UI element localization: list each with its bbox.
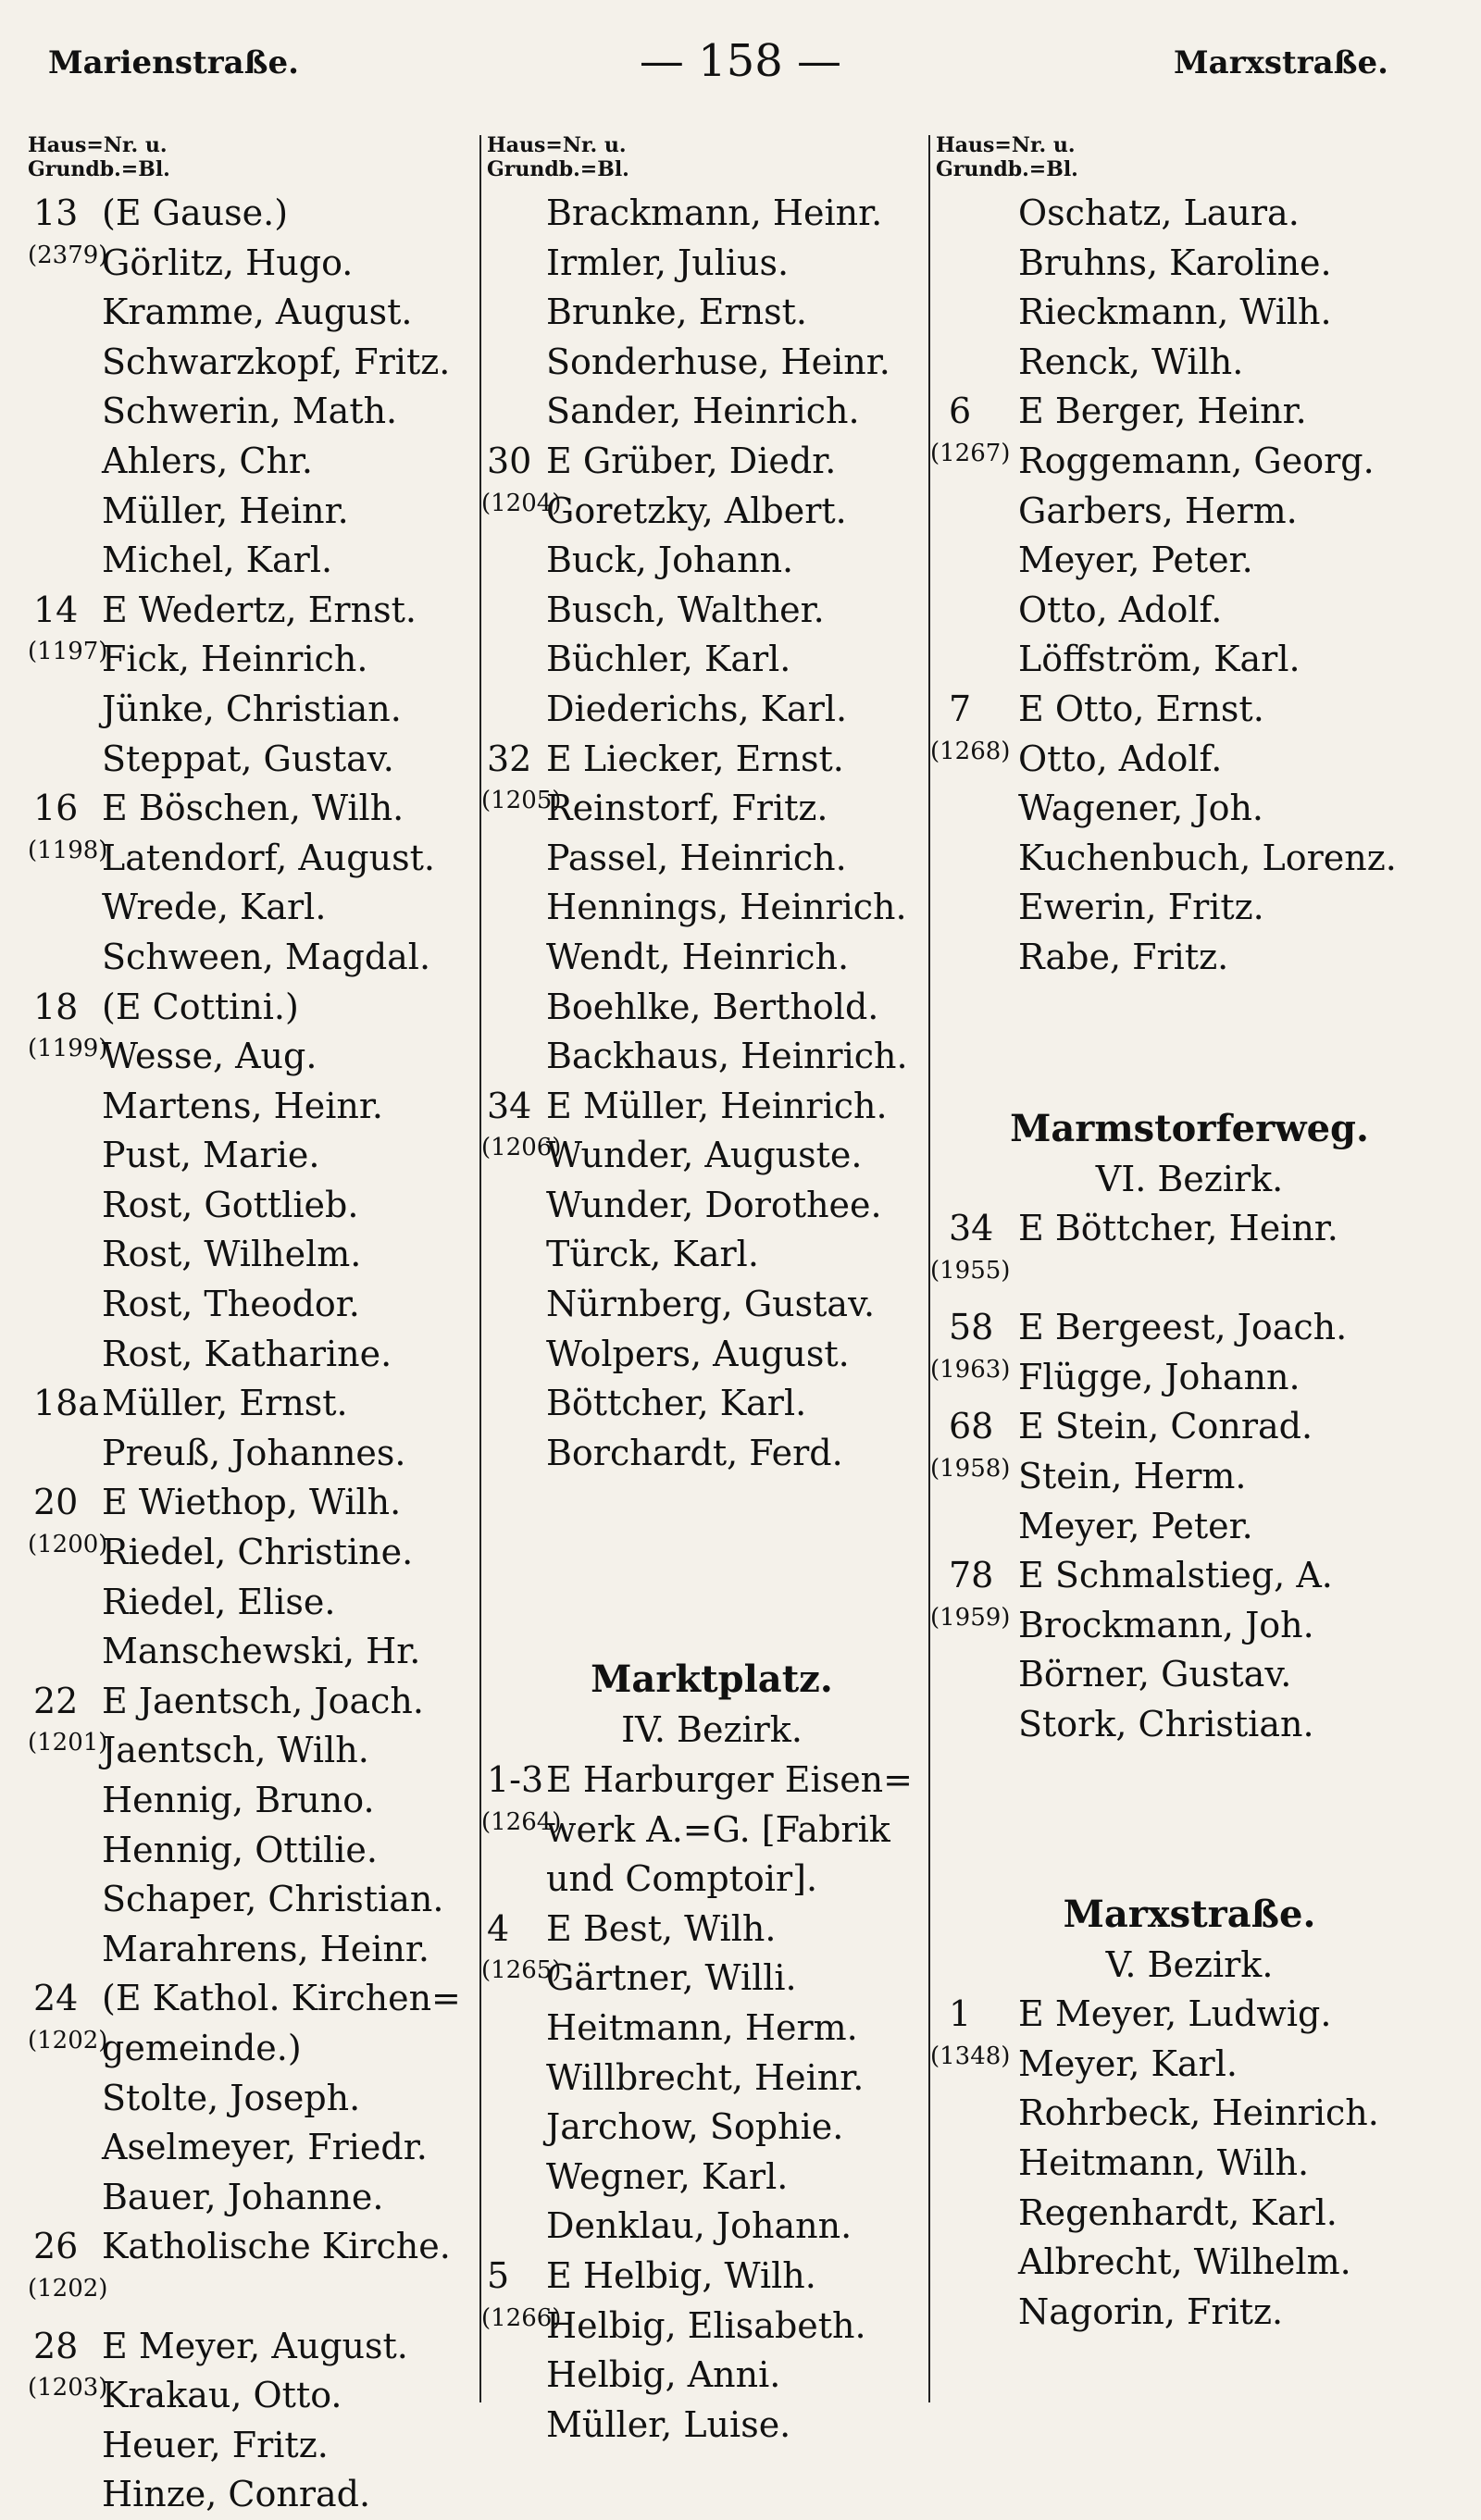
- resident-name: E Liecker, Ernst.: [546, 738, 844, 779]
- directory-entry: [28, 1032, 491, 1082]
- grundbuch-number: (1959): [930, 1603, 1011, 1632]
- resident-name: Garbers, Herm.: [1018, 490, 1298, 531]
- spacer: [481, 1478, 942, 1654]
- resident-name: Brackmann, Heinr.: [546, 192, 883, 233]
- directory-entry: [930, 883, 1449, 933]
- directory-entry: [481, 1131, 942, 1181]
- marktplatz-entries: [481, 1756, 942, 2450]
- resident-name: Albrecht, Wilhelm.: [1018, 2241, 1351, 2283]
- directory-entry: [28, 834, 491, 884]
- directory-entry: [930, 784, 1449, 834]
- resident-name: Schwarzkopf, Fritz.: [102, 341, 451, 382]
- resident-name: Wunder, Dorothee.: [546, 1184, 882, 1225]
- resident-name: Brockmann, Joh.: [1018, 1604, 1314, 1645]
- directory-entry: [28, 1726, 491, 1776]
- resident-name: Nürnberg, Gustav.: [546, 1284, 876, 1325]
- resident-name: Irmler, Julius.: [546, 242, 790, 283]
- house-number: 5: [487, 2254, 510, 2296]
- resident-name: Wolpers, August.: [546, 1333, 850, 1374]
- resident-name: E Best, Wilh.: [546, 1907, 777, 1949]
- directory-entry: [930, 338, 1449, 388]
- directory-entry: [930, 586, 1449, 636]
- directory-entry: [481, 883, 942, 933]
- resident-name: E Müller, Heinrich.: [546, 1085, 888, 1126]
- directory-entry: [481, 288, 942, 338]
- directory-entry: [481, 387, 942, 437]
- resident-name: Heuer, Fritz.: [102, 2424, 329, 2465]
- resident-name: Rost, Theodor.: [102, 1284, 360, 1325]
- house-number: 34: [949, 1208, 994, 1249]
- resident-name: Helbig, Anni.: [546, 2354, 781, 2396]
- resident-name: werk A.=G. [Fabrik: [546, 1808, 890, 1850]
- grundbuch-number: (1268): [930, 737, 1011, 765]
- resident-name: Otto, Adolf.: [1018, 738, 1223, 779]
- directory-entry: [930, 1254, 1449, 1304]
- directory-entry: [28, 288, 491, 338]
- directory-entry: [28, 1627, 491, 1677]
- district-label: IV. Bezirk.: [621, 1709, 803, 1751]
- resident-name: E Meyer, August.: [102, 2325, 408, 2366]
- spacer: [930, 983, 1449, 1103]
- directory-entry: [481, 1280, 942, 1330]
- house-number: 18a: [33, 1383, 100, 1424]
- resident-name: Katholische Kirche.: [102, 2226, 451, 2267]
- marxstrasse-entries: [930, 1990, 1449, 2337]
- resident-name: Müller, Heinr.: [102, 490, 349, 531]
- resident-name: Sander, Heinrich.: [546, 391, 860, 432]
- resident-name: Denklau, Johann.: [546, 2205, 853, 2247]
- column-2-entries: [481, 189, 942, 1478]
- resident-name: Rieckmann, Wilh.: [1018, 292, 1332, 333]
- directory-entry: [930, 735, 1449, 785]
- resident-name: Jarchow, Sophie.: [546, 2106, 844, 2148]
- column-2: [479, 133, 942, 2445]
- resident-name: Manschewski, Hr.: [102, 1631, 421, 1672]
- resident-name: Steppat, Gustav.: [102, 738, 394, 779]
- directory-entry: [28, 1379, 491, 1429]
- resident-name: Kuchenbuch, Lorenz.: [1018, 837, 1397, 878]
- grundbuch-number: (1267): [930, 439, 1011, 467]
- resident-name: Stolte, Joseph.: [102, 2077, 361, 2118]
- directory-entry: [28, 1429, 491, 1479]
- directory-entry: [930, 189, 1449, 239]
- house-number: 14: [33, 589, 79, 630]
- resident-name: Otto, Adolf.: [1018, 589, 1223, 630]
- district-label: VI. Bezirk.: [1095, 1158, 1284, 1199]
- resident-name: E Wiethop, Wilh.: [102, 1482, 402, 1523]
- house-number: 28: [33, 2325, 79, 2366]
- resident-name: Kramme, August.: [102, 292, 413, 333]
- street-title-marxstrasse: Marxstraße.: [1063, 1892, 1316, 1936]
- column-3: [928, 135, 1449, 2402]
- grundbuch-number: (2379): [28, 241, 108, 269]
- grundbuch-number: (1264): [481, 1807, 562, 1836]
- directory-entry: [930, 2089, 1449, 2139]
- house-number: 30: [487, 440, 532, 481]
- resident-name: Regenhardt, Karl.: [1018, 2191, 1338, 2233]
- directory-entry: [28, 437, 491, 487]
- spacer: [930, 1750, 1449, 1889]
- resident-name: Wrede, Karl.: [102, 887, 327, 928]
- resident-name: Bauer, Johanne.: [102, 2176, 384, 2217]
- directory-entry: [28, 1280, 491, 1330]
- resident-name: (E Kathol. Kirchen=: [102, 1978, 461, 2019]
- resident-name: Krakau, Otto.: [102, 2375, 342, 2416]
- directory-entry: [481, 685, 942, 735]
- grundbuch-number: (1955): [930, 1256, 1011, 1285]
- directory-entry: [28, 635, 491, 685]
- house-number: 22: [33, 1680, 79, 1721]
- directory-entry: [481, 536, 942, 586]
- directory-entry: [28, 933, 491, 983]
- resident-name: Görlitz, Hugo.: [102, 242, 354, 283]
- directory-entry: [481, 239, 942, 289]
- house-number: 58: [949, 1307, 994, 1348]
- directory-entry: [28, 1776, 491, 1826]
- grundbuch-number: (1963): [930, 1355, 1011, 1384]
- resident-name: E Harburger Eisen=: [546, 1759, 913, 1801]
- directory-entry: [28, 2272, 491, 2322]
- directory-entry: [481, 2153, 942, 2203]
- directory-entry: [930, 1700, 1449, 1750]
- resident-name: E Berger, Heinr.: [1018, 391, 1307, 432]
- directory-entry: [930, 536, 1449, 586]
- directory-entry: [930, 933, 1449, 983]
- grundbuch-number: (1348): [930, 2042, 1011, 2070]
- directory-entry: [28, 2123, 491, 2173]
- grundbuch-number: (1202): [28, 2026, 108, 2054]
- resident-name: Preuß, Johannes.: [102, 1432, 406, 1473]
- resident-name: Boehlke, Berthold.: [546, 986, 879, 1027]
- directory-entry: [28, 2371, 491, 2421]
- column-header-house-no: Haus=Nr. u.: [487, 133, 627, 157]
- resident-name: E Stein, Conrad.: [1018, 1406, 1313, 1447]
- resident-name: Goretzky, Albert.: [546, 490, 847, 531]
- resident-name: Rost, Wilhelm.: [102, 1234, 362, 1275]
- column-header-house-no: Haus=Nr. u.: [936, 133, 1076, 157]
- directory-entry: [481, 1429, 942, 1479]
- resident-name: Hennig, Bruno.: [102, 1780, 375, 1820]
- resident-name: Rohrbeck, Heinrich.: [1018, 2092, 1379, 2134]
- resident-name: Ewerin, Fritz.: [1018, 887, 1264, 928]
- resident-name: Renck, Wilh.: [1018, 341, 1244, 382]
- grundbuch-number: (1202): [28, 2274, 108, 2303]
- directory-entry: [930, 1353, 1449, 1403]
- directory-entry: [481, 1032, 942, 1082]
- directory-entry: [28, 1330, 491, 1380]
- grundbuch-number: (1197): [28, 638, 108, 666]
- directory-entry: [930, 288, 1449, 338]
- directory-entry: [481, 2103, 942, 2153]
- street-title-marmstorferweg: Marmstorferweg.: [1010, 1106, 1369, 1150]
- directory-entry: [28, 2173, 491, 2223]
- resident-name: Meyer, Peter.: [1018, 1505, 1253, 1546]
- resident-name: Nagorin, Fritz.: [1018, 2290, 1284, 2332]
- grundbuch-number: (1203): [28, 2374, 108, 2402]
- resident-name: E Helbig, Wilh.: [546, 2254, 816, 2296]
- resident-name: Pust, Marie.: [102, 1135, 320, 1176]
- resident-name: Martens, Heinr.: [102, 1085, 383, 1126]
- column-header-house-no: Haus=Nr. u.: [28, 133, 168, 157]
- grundbuch-number: (1266): [481, 2303, 562, 2332]
- resident-name: Rost, Gottlieb.: [102, 1184, 359, 1225]
- directory-entry: [28, 1578, 491, 1628]
- directory-entry: [481, 2401, 942, 2451]
- resident-name: Busch, Walther.: [546, 589, 825, 630]
- directory-entry: [481, 189, 942, 239]
- resident-name: Büchler, Karl.: [546, 639, 791, 680]
- grundbuch-number: (1200): [28, 1531, 108, 1559]
- resident-name: E Meyer, Ludwig.: [1018, 1993, 1332, 2035]
- resident-name: Wegner, Karl.: [546, 2155, 789, 2197]
- directory-entry: [481, 1330, 942, 1380]
- resident-name: Hennig, Ottilie.: [102, 1829, 378, 1870]
- resident-name: E Bergeest, Joach.: [1018, 1307, 1348, 1348]
- directory-entry: [481, 1230, 942, 1280]
- resident-name: Stork, Christian.: [1018, 1704, 1314, 1745]
- grundbuch-number: (1198): [28, 836, 108, 864]
- directory-entry: [481, 2004, 942, 2054]
- grundbuch-number: (1205): [481, 787, 562, 815]
- directory-entry: [28, 1230, 491, 1280]
- resident-name: Diederichs, Karl.: [546, 688, 848, 729]
- directory-entry: [930, 1452, 1449, 1502]
- resident-name: Brunke, Ernst.: [546, 292, 807, 333]
- directory-entry: [481, 2351, 942, 2401]
- resident-name: Riedel, Christine.: [102, 1532, 414, 1573]
- resident-name: Reinstorf, Fritz.: [546, 788, 828, 829]
- resident-name: Meyer, Peter.: [1018, 540, 1253, 581]
- column-header-grundbuch: Grundb.=Bl.: [28, 157, 170, 181]
- directory-entry: [930, 1650, 1449, 1700]
- grundbuch-number: (1265): [481, 1956, 562, 1985]
- directory-entry: [930, 437, 1449, 487]
- resident-name: Fick, Heinrich.: [102, 639, 368, 680]
- house-number: 18: [33, 986, 79, 1027]
- resident-name: Riedel, Elise.: [102, 1581, 336, 1622]
- column-1: [28, 133, 491, 2515]
- resident-name: und Comptoir].: [546, 1858, 818, 1900]
- directory-entry: [28, 1875, 491, 1925]
- resident-name: Michel, Karl.: [102, 540, 333, 581]
- directory-entry: [481, 635, 942, 685]
- resident-name: E Schmalstieg, A.: [1018, 1555, 1333, 1596]
- resident-name: Aselmeyer, Friedr.: [102, 2127, 428, 2168]
- resident-name: Schaper, Christian.: [102, 1879, 444, 1920]
- directory-entry: [28, 2470, 491, 2520]
- directory-entry: [930, 2139, 1449, 2189]
- resident-name: Schween, Magdal.: [102, 936, 431, 977]
- resident-name: Helbig, Elisabeth.: [546, 2304, 866, 2346]
- resident-name: Willbrecht, Heinr.: [546, 2056, 865, 2098]
- column-header-grundbuch: Grundb.=Bl.: [936, 157, 1078, 181]
- resident-name: Oschatz, Laura.: [1018, 192, 1300, 233]
- directory-entry: [28, 1082, 491, 1132]
- district-label: V. Bezirk.: [1105, 1943, 1274, 1985]
- house-number: 32: [487, 738, 532, 779]
- resident-name: Bruhns, Karoline.: [1018, 242, 1332, 283]
- directory-entry: [481, 1954, 942, 2004]
- house-number: 24: [33, 1978, 79, 2019]
- directory-entry: [481, 338, 942, 388]
- directory-entry: [481, 983, 942, 1033]
- resident-name: Gärtner, Willi.: [546, 1957, 797, 1999]
- house-number: 16: [33, 788, 79, 829]
- resident-name: Böttcher, Karl.: [546, 1383, 807, 1424]
- directory-entry: [930, 2288, 1449, 2338]
- directory-entry: [28, 1528, 491, 1578]
- resident-name: E Böttcher, Heinr.: [1018, 1208, 1338, 1249]
- grundbuch-number: (1201): [28, 1729, 108, 1757]
- house-number: 34: [487, 1085, 532, 1126]
- house-number: 13: [33, 192, 79, 233]
- house-number: 20: [33, 1482, 79, 1523]
- resident-name: E Wedertz, Ernst.: [102, 589, 417, 630]
- directory-entry: [481, 2202, 942, 2252]
- resident-name: Meyer, Karl.: [1018, 2042, 1238, 2084]
- resident-name: E Otto, Ernst.: [1018, 688, 1264, 729]
- resident-name: Börner, Gustav.: [1018, 1654, 1292, 1695]
- directory-entry: [28, 2024, 491, 2074]
- directory-entry: [481, 586, 942, 636]
- directory-entry: [481, 1379, 942, 1429]
- resident-name: Schwerin, Math.: [102, 391, 398, 432]
- directory-entry: [28, 2074, 491, 2124]
- resident-name: Wendt, Heinrich.: [546, 936, 850, 977]
- resident-name: Heitmann, Wilh.: [1018, 2142, 1310, 2183]
- directory-entry: [28, 1925, 491, 1975]
- resident-name: Ahlers, Chr.: [102, 440, 313, 481]
- directory-entry: [930, 239, 1449, 289]
- resident-name: Hennings, Heinrich.: [546, 887, 907, 928]
- street-title-marktplatz: Marktplatz.: [591, 1657, 833, 1702]
- resident-name: Stein, Herm.: [1018, 1456, 1247, 1497]
- resident-name: Roggemann, Georg.: [1018, 440, 1375, 481]
- resident-name: Wagener, Joh.: [1018, 788, 1263, 829]
- directory-entry: [481, 1806, 942, 1856]
- resident-name: Sonderhuse, Heinr.: [546, 341, 890, 382]
- resident-name: Müller, Ernst.: [102, 1383, 348, 1424]
- resident-name: Türck, Karl.: [546, 1234, 759, 1275]
- house-number: 68: [949, 1406, 994, 1447]
- grundbuch-number: (1204): [481, 489, 562, 517]
- column-header-grundbuch: Grundb.=Bl.: [487, 157, 629, 181]
- directory-entry: [930, 2189, 1449, 2239]
- resident-name: Marahrens, Heinr.: [102, 1928, 429, 1969]
- resident-name: Wesse, Aug.: [102, 1036, 317, 1077]
- directory-entry: [28, 1131, 491, 1181]
- house-number: 1: [949, 1993, 972, 2035]
- resident-name: E Böschen, Wilh.: [102, 788, 404, 829]
- resident-name: E Jaentsch, Joach.: [102, 1680, 424, 1721]
- resident-name: Jünke, Christian.: [102, 688, 402, 729]
- resident-name: Hinze, Conrad.: [102, 2474, 371, 2515]
- page-number: — 158 —: [639, 35, 842, 87]
- resident-name: Backhaus, Heinrich.: [546, 1036, 908, 1077]
- directory-entry: [481, 2302, 942, 2352]
- resident-name: Latendorf, August.: [102, 837, 435, 878]
- header-right-street: Marxstraße.: [1174, 44, 1388, 81]
- directory-entry: [28, 1181, 491, 1231]
- marmstorferweg-entries: [930, 1204, 1449, 1750]
- directory-entry: [28, 338, 491, 388]
- directory-entry: [481, 1181, 942, 1231]
- grundbuch-number: (1958): [930, 1455, 1011, 1483]
- column-1-entries: [28, 189, 491, 2520]
- directory-entry: [481, 2054, 942, 2104]
- resident-name: E Grüber, Diedr.: [546, 440, 837, 481]
- resident-name: Jaentsch, Wilh.: [102, 1730, 369, 1771]
- directory-entry: [28, 883, 491, 933]
- directory-entry: [28, 685, 491, 735]
- directory-entry: [481, 487, 942, 537]
- directory-entry: [930, 487, 1449, 537]
- resident-name: Rost, Katharine.: [102, 1333, 392, 1374]
- grundbuch-number: (1206): [481, 1134, 562, 1162]
- resident-name: Buck, Johann.: [546, 540, 794, 581]
- directory-entry: [28, 536, 491, 586]
- resident-name: Flügge, Johann.: [1018, 1356, 1301, 1397]
- house-number: 1-3: [487, 1759, 544, 1801]
- directory-entry: [481, 834, 942, 884]
- directory-entry: [930, 2238, 1449, 2288]
- resident-name: Wunder, Auguste.: [546, 1135, 863, 1176]
- resident-name: Heitmann, Herm.: [546, 2007, 858, 2048]
- directory-entry: [481, 933, 942, 983]
- resident-name: Müller, Luise.: [546, 2403, 791, 2445]
- resident-name: Löffström, Karl.: [1018, 639, 1301, 680]
- house-number: 26: [33, 2226, 79, 2267]
- resident-name: Borchardt, Ferd.: [546, 1432, 843, 1473]
- directory-entry: [930, 1502, 1449, 1552]
- resident-name: Passel, Heinrich.: [546, 837, 847, 878]
- resident-name: Rabe, Fritz.: [1018, 936, 1229, 977]
- directory-entry: [28, 387, 491, 437]
- directory-entry: [481, 784, 942, 834]
- directory-entry: [930, 834, 1449, 884]
- grundbuch-number: (1199): [28, 1035, 108, 1063]
- house-number: 78: [949, 1555, 994, 1596]
- directory-entry: [28, 1826, 491, 1876]
- directory-entry: [28, 2421, 491, 2471]
- house-number: 6: [949, 391, 972, 432]
- directory-entry: [930, 635, 1449, 685]
- directory-entry: [28, 487, 491, 537]
- house-number: 7: [949, 688, 972, 729]
- column-3-entries: [930, 189, 1449, 983]
- house-number: 4: [487, 1907, 510, 1949]
- resident-name: gemeinde.): [102, 2027, 302, 2068]
- resident-name: (E Gause.): [102, 192, 289, 233]
- header-left-street: Marienstraße.: [48, 44, 299, 81]
- directory-entry: [28, 735, 491, 785]
- directory-entry: [28, 239, 491, 289]
- resident-name: (E Cottini.): [102, 986, 299, 1027]
- directory-entry: [930, 1601, 1449, 1651]
- directory-entry: [481, 1855, 942, 1905]
- directory-entry: [930, 2040, 1449, 2090]
